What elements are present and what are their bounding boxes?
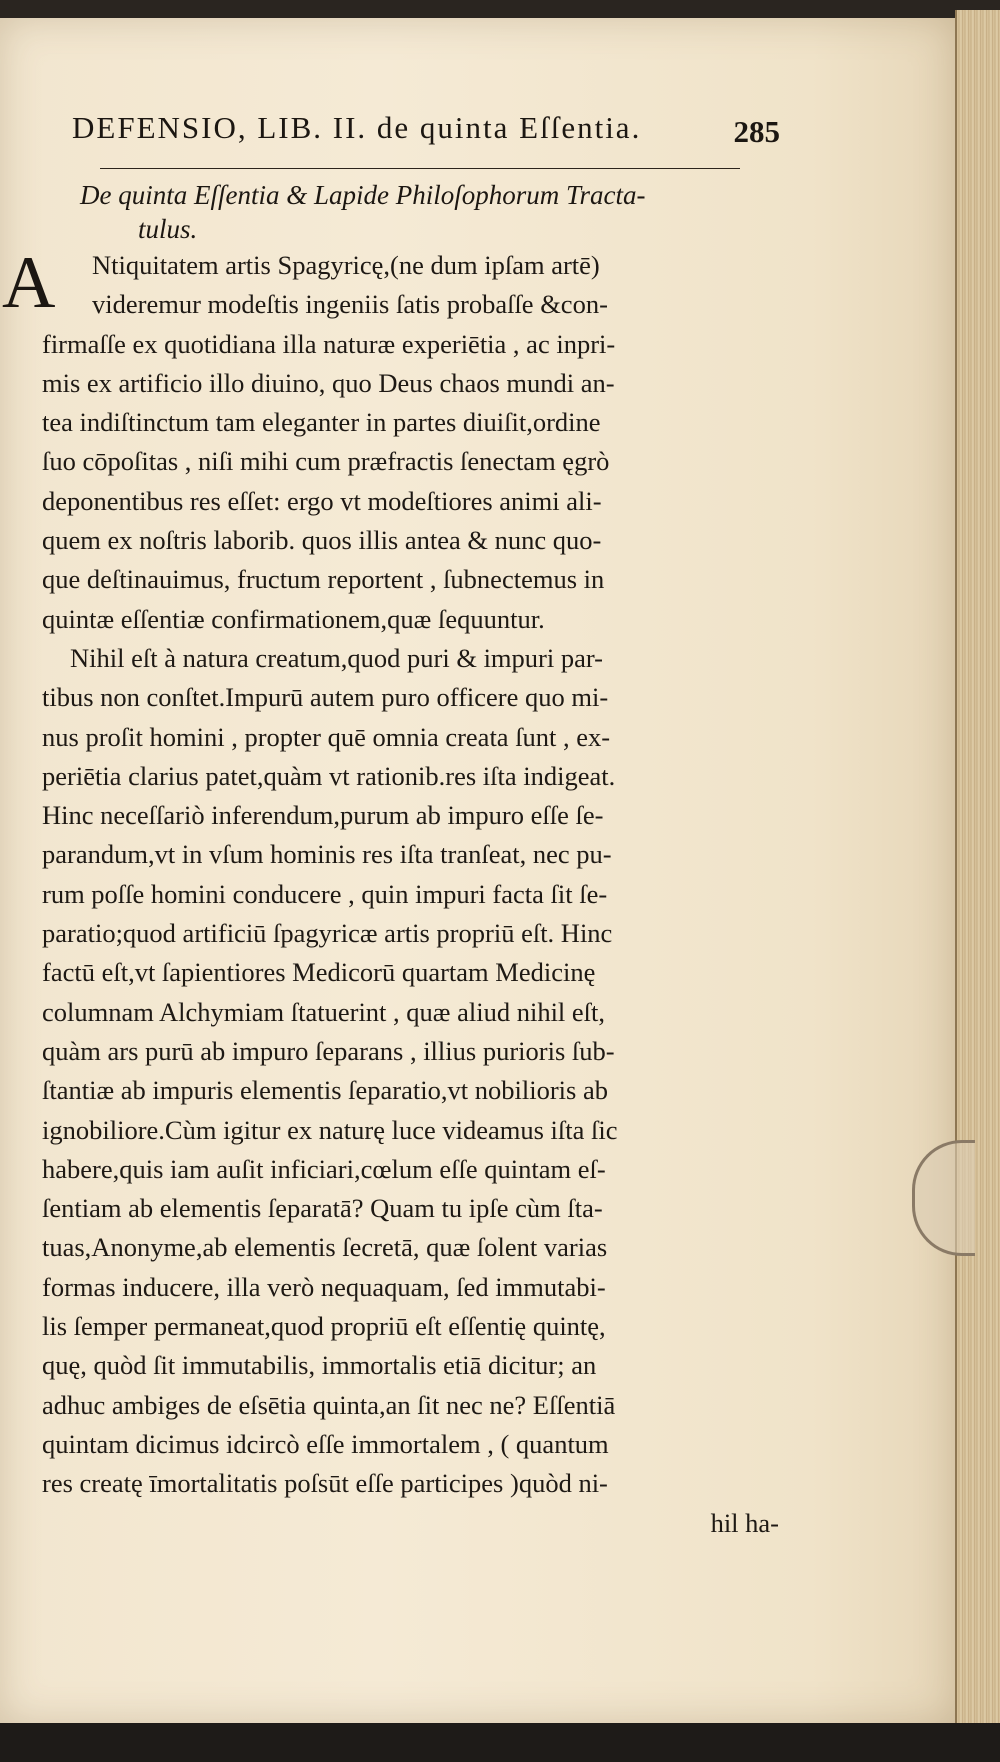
bottom-shadow	[0, 1723, 1000, 1762]
text-line: tuas,Anonyme,ab elementis ſecretā, quæ ſolent varias	[42, 1232, 608, 1263]
text-line: factū eſt,vt ſapientiores Medicorū quartam Medicinę	[42, 957, 596, 988]
text-line: videremur modeſtis ingeniis ſatis probaſſe &con-	[92, 289, 608, 320]
text-line: quintæ eſſentiæ confirmationem,quæ ſequuntur.	[42, 603, 545, 634]
page-number: 285	[733, 114, 780, 149]
text-line: quę, quòd ſit immutabilis, immortalis etiā dicitur; an	[42, 1350, 597, 1381]
running-title: DEFENSIO, LIB. II. de quinta Eſſentia.	[72, 110, 642, 145]
text-line: ſuo cōpoſitas , niſi mihi cum præfractis ſenectam ęgrò	[42, 446, 610, 477]
catchword: hil ha-	[710, 1507, 779, 1538]
text-line: Hinc neceſſariò inferendum,purum ab impuro eſſe ſe-	[42, 800, 604, 831]
text-line: Nihil eſt à natura creatum,quod puri & impuri par-	[70, 642, 603, 673]
text-line: rum poſſe homini conducere , quin impuri facta ſit ſe-	[42, 878, 608, 909]
text-line: res creatę īmortalitatis poſsūt eſſe participes )quòd ni-	[42, 1468, 608, 1499]
text-line: quintam dicimus idcircò eſſe immortalem , ( quantum	[42, 1428, 609, 1459]
drop-capital: A	[2, 242, 56, 324]
text-line: nus proſit homini , propter quē omnia creata ſunt , ex-	[42, 721, 611, 752]
section-title-line-1: De quinta Eſſentia & Lapide Philoſophorum Tracta-	[80, 180, 646, 210]
text-line: quàm ars purū ab impuro ſeparans , illius purioris ſub-	[42, 1035, 615, 1066]
text-line: ſtantiæ ab impuris elementis ſeparatio,vt nobilioris ab	[42, 1075, 608, 1106]
body-text	[42, 246, 787, 1543]
text-line: deponentibus res eſſet: ergo vt modeſtiores animi ali-	[42, 485, 602, 516]
text-line: periētia clarius patet,quàm vt rationib.res iſta indigeat.	[42, 760, 616, 791]
text-line: ſentiam ab elementis ſeparatā? Quam tu ipſe cùm ſta-	[42, 1193, 603, 1224]
text-line: Ntiquitatem artis Spagyricę,(ne dum ipſam artē)	[92, 250, 600, 280]
text-line: quem ex noſtris laborib. quos illis antea & nunc quo-	[42, 525, 602, 556]
header-rule	[100, 168, 740, 169]
text-line: columnam Alchymiam ſtatuerint , quæ aliud nihil eſt,	[42, 996, 606, 1027]
section-title	[80, 178, 770, 246]
text-line: ignobiliore.Cùm igitur ex naturę luce videamus iſta ſic	[42, 1114, 618, 1145]
text-line: firmaſſe ex quotidiana illa naturæ experiētia , ac inpri-	[42, 328, 616, 359]
text-line: formas inducere, illa verò nequaquam, ſed immutabi-	[42, 1271, 606, 1302]
section-title-line-2: tulus.	[138, 214, 198, 244]
text-line: que deſtinauimus, fructum reportent , ſubnectemus in	[42, 564, 605, 595]
text-line: lis ſemper permaneat,quod propriū eſt eſſentię quintę,	[42, 1311, 606, 1342]
text-line: paratio;quod artificiū ſpagyricæ artis propriū eſt. Hinc	[42, 918, 613, 949]
page-edges	[955, 10, 1000, 1730]
text-line: adhuc ambiges de eſsētia quinta,an ſit nec ne? Eſſentiā	[42, 1389, 616, 1420]
text-line: parandum,vt in vſum hominis res iſta tranſeat, nec pu-	[42, 839, 612, 870]
text-line: habere,quis iam auſit inficiari,cœlum eſſe quintam eſ-	[42, 1153, 606, 1184]
text-line: tibus non conſtet.Impurū autem puro officere quo mi-	[42, 682, 609, 713]
text-line: mis ex artificio illo diuino, quo Deus chaos mundi an-	[42, 367, 615, 398]
running-header	[72, 110, 780, 150]
text-line: tea indiſtinctum tam eleganter in partes diuiſit,ordine	[42, 407, 601, 438]
